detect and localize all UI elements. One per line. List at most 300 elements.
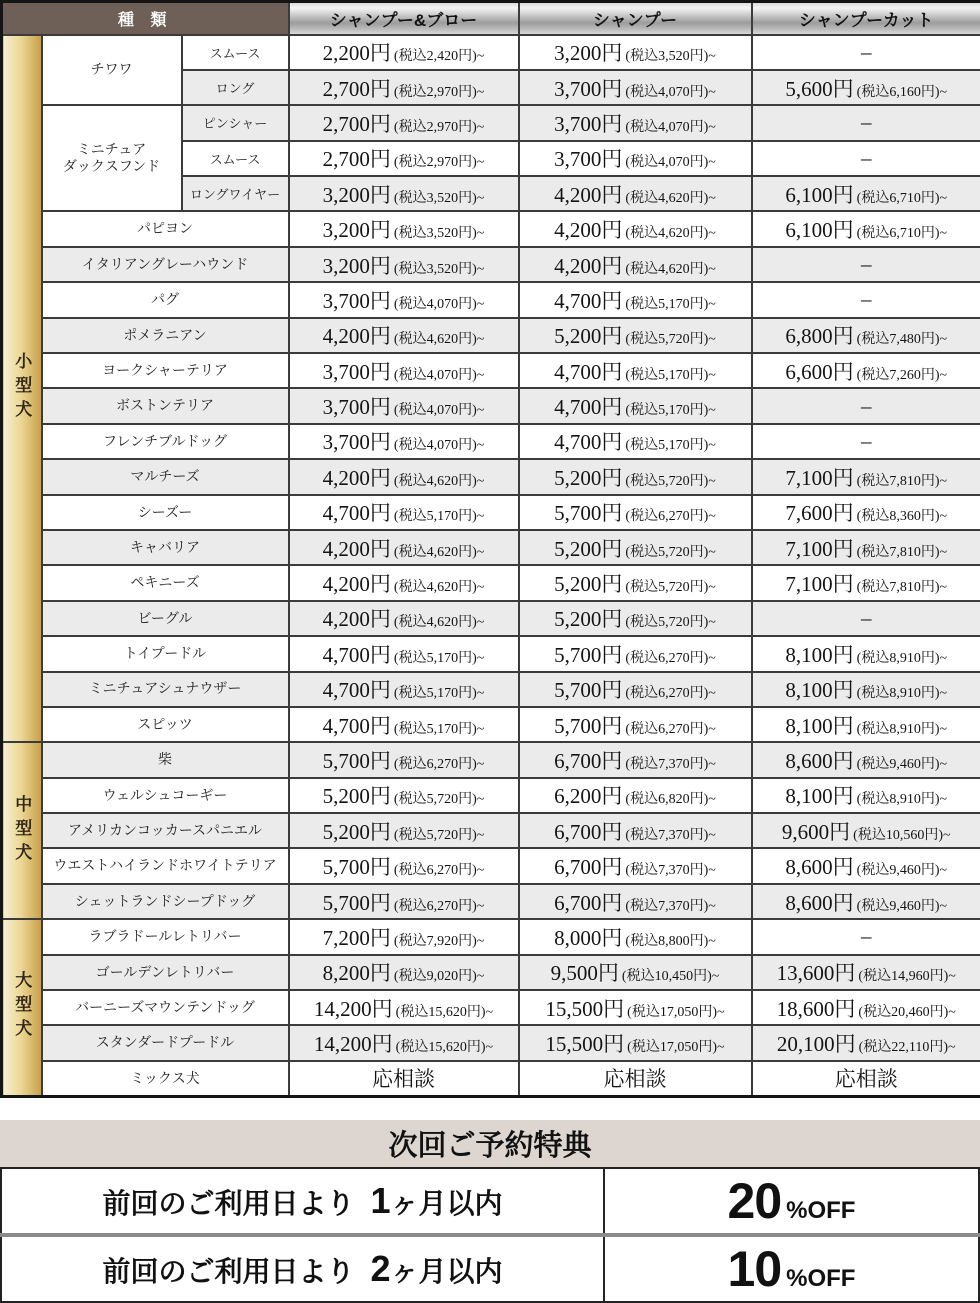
breed-cell [42, 636, 289, 671]
price-tax-note: (税込4,070円)~ [625, 120, 715, 135]
price-cell [289, 530, 519, 565]
price-main: 3,700円 [323, 289, 391, 313]
price-main: – [861, 110, 872, 134]
breed-name: ヨークシャーテリア [43, 362, 288, 380]
price-tax-note: (税込8,360円)~ [857, 509, 947, 524]
price-tax-note: (税込6,270円)~ [625, 651, 715, 666]
price-cell [519, 742, 752, 777]
price-tax-note: (税込6,270円)~ [625, 722, 715, 737]
price-tax-note: (税込5,170円)~ [625, 297, 715, 312]
price-cell [289, 35, 519, 70]
table-row [2, 211, 980, 246]
price-main: 6,100円 [785, 183, 853, 207]
price-main: 6,700円 [554, 749, 622, 773]
price-main: 2,700円 [323, 112, 391, 136]
price-tax-note: (税込4,620円)~ [394, 545, 484, 560]
price-main: 6,800円 [785, 324, 853, 348]
price-tax-note: (税込4,070円)~ [394, 297, 484, 312]
price-main: – [861, 146, 872, 170]
price-main: 5,200円 [554, 607, 622, 631]
table-row [2, 601, 980, 636]
price-cell [289, 672, 519, 707]
price-main: 15,500円 [545, 1032, 624, 1056]
price-cell [752, 141, 980, 176]
price-tax-note: (税込5,720円)~ [394, 792, 484, 807]
price-cell [289, 990, 519, 1025]
price-cell [289, 601, 519, 636]
price-cell [519, 530, 752, 565]
breed-cell [42, 742, 289, 777]
price-tax-note: (税込15,620円)~ [396, 1040, 493, 1055]
breed-cell [42, 211, 289, 246]
price-main: 8,100円 [785, 784, 853, 808]
benefit-discount-value: 10 [728, 1241, 782, 1297]
price-tax-note: (税込6,710円)~ [857, 226, 947, 241]
price-cell [752, 459, 980, 494]
price-main: 4,700円 [323, 643, 391, 667]
price-tax-note: (税込4,620円)~ [625, 226, 715, 241]
benefit-discount-unit: %OFF [786, 1265, 855, 1292]
dog-size-group-label: 大型犬 [13, 971, 30, 1043]
price-main: 4,700円 [554, 289, 622, 313]
price-tax-note: (税込2,970円)~ [394, 155, 484, 170]
price-main: 3,700円 [323, 395, 391, 419]
breed-cell [42, 565, 289, 600]
price-cell [752, 282, 980, 317]
price-tax-note: (税込5,720円)~ [394, 828, 484, 843]
breed-cell [42, 955, 289, 990]
table-row [2, 318, 980, 353]
breed-name: ウエストハイランドホワイトテリア [43, 857, 288, 875]
price-main: 5,200円 [554, 324, 622, 348]
price-cell [289, 424, 519, 459]
price-cell [289, 636, 519, 671]
price-tax-note: (税込5,170円)~ [394, 651, 484, 666]
price-cell [752, 105, 980, 140]
price-main: 7,200円 [323, 926, 391, 950]
price-cell [519, 318, 752, 353]
breed-name: ペキニーズ [43, 574, 288, 592]
price-cell [752, 1025, 980, 1060]
price-cell [519, 1025, 752, 1060]
price-cell [752, 565, 980, 600]
price-main: 3,700円 [554, 147, 622, 171]
price-main: 6,700円 [554, 891, 622, 915]
breed-name: ビーグル [43, 610, 288, 628]
breed-cell [42, 247, 289, 282]
price-tax-note: (税込2,970円)~ [394, 120, 484, 135]
benefit-condition-cell [1, 1235, 604, 1302]
breed-name: パピヨン [43, 220, 288, 238]
price-tax-note: (税込3,520円)~ [625, 49, 715, 64]
price-tax-note: (税込6,160円)~ [857, 85, 947, 100]
price-main: 14,200円 [314, 997, 393, 1021]
price-main: – [861, 252, 872, 276]
price-tax-note: (税込8,910円)~ [857, 722, 947, 737]
price-main: 7,100円 [785, 466, 853, 490]
price-tax-note: (税込5,170円)~ [394, 686, 484, 701]
price-tax-note: (税込10,450円)~ [622, 969, 719, 984]
breed-name: ボストンテリア [43, 397, 288, 415]
price-cell [519, 282, 752, 317]
price-main: 8,100円 [785, 643, 853, 667]
breed-cell [42, 848, 289, 883]
price-main: 3,700円 [554, 77, 622, 101]
price-tax-note: (税込4,620円)~ [394, 615, 484, 630]
benefit-discount-value: 20 [728, 1173, 782, 1229]
price-main: 3,700円 [323, 360, 391, 384]
price-cell [289, 778, 519, 813]
price-main: 6,100円 [785, 218, 853, 242]
price-main: 応相談 [835, 1067, 898, 1091]
price-cell [519, 247, 752, 282]
benefit-discount-cell [604, 1235, 979, 1302]
price-tax-note: (税込9,460円)~ [857, 863, 947, 878]
price-main: 3,200円 [323, 218, 391, 242]
price-tax-note: (税込3,520円)~ [394, 262, 484, 277]
breed-cell [42, 495, 289, 530]
price-tax-note: (税込8,910円)~ [857, 686, 947, 701]
price-main: 7,600円 [785, 501, 853, 525]
price-main: 2,200円 [323, 41, 391, 65]
price-tax-note: (税込6,270円)~ [394, 899, 484, 914]
breed-name: イタリアングレーハウンド [43, 256, 288, 274]
price-tax-note: (税込15,620円)~ [396, 1005, 493, 1020]
benefit-discount-cell [604, 1168, 979, 1235]
breed-cell [42, 1061, 289, 1096]
breed-cell [42, 1025, 289, 1060]
price-tax-note: (税込5,720円)~ [625, 332, 715, 347]
table-row [2, 636, 980, 671]
breed-name: フレンチブルドッグ [43, 433, 288, 451]
breed-name: チワワ [43, 61, 181, 79]
price-tax-note: (税込4,620円)~ [625, 191, 715, 206]
benefit-period-number: 1 [370, 1180, 390, 1221]
price-cell [752, 601, 980, 636]
price-cell [519, 141, 752, 176]
price-main: 4,200円 [323, 466, 391, 490]
breed-name: ポメラニアン [43, 327, 288, 345]
breed-cell [42, 707, 289, 742]
price-cell [519, 105, 752, 140]
price-cell [289, 955, 519, 990]
table-row [2, 424, 980, 459]
price-tax-note: (税込9,460円)~ [857, 899, 947, 914]
price-tax-note: (税込7,370円)~ [625, 863, 715, 878]
price-main: 5,700円 [554, 678, 622, 702]
price-tax-note: (税込5,170円)~ [394, 722, 484, 737]
coat-variant-cell: スムース [182, 35, 289, 70]
price-cell [519, 1061, 752, 1096]
price-cell [752, 70, 980, 105]
price-cell [752, 211, 980, 246]
price-tax-note: (税込7,370円)~ [625, 828, 715, 843]
price-main: 4,700円 [323, 714, 391, 738]
breed-name: 柴 [43, 751, 288, 769]
price-main: 5,200円 [554, 572, 622, 596]
price-tax-note: (税込8,910円)~ [857, 651, 947, 666]
benefit-period-label: ヶ月以内 [391, 1256, 503, 1287]
benefit-condition-cell [1, 1168, 604, 1235]
breed-name: トイプードル [43, 645, 288, 663]
price-main: 5,700円 [323, 749, 391, 773]
price-main: 9,500円 [551, 961, 619, 985]
price-cell [289, 211, 519, 246]
price-tax-note: (税込20,460円)~ [858, 1005, 955, 1020]
price-main: – [861, 40, 872, 64]
breed-cell [42, 282, 289, 317]
price-tax-note: (税込5,720円)~ [625, 474, 715, 489]
price-cell [519, 565, 752, 600]
price-main: 6,600円 [785, 360, 853, 384]
price-cell [289, 813, 519, 848]
breed-cell [42, 35, 182, 106]
price-tax-note: (税込9,020円)~ [394, 969, 484, 984]
price-main: 4,200円 [323, 607, 391, 631]
price-main: 3,200円 [554, 41, 622, 65]
price-main: 2,700円 [323, 77, 391, 101]
table-header-row [2, 2, 980, 35]
price-cell [752, 636, 980, 671]
benefit-condition-text: 前回のご利用日より [102, 1188, 354, 1219]
price-cell [752, 530, 980, 565]
price-cell [752, 742, 980, 777]
price-main: 4,200円 [554, 183, 622, 207]
price-main: 4,200円 [323, 324, 391, 348]
price-main: 4,200円 [323, 572, 391, 596]
price-cell [289, 565, 519, 600]
table-row [2, 884, 980, 919]
price-cell [519, 176, 752, 211]
price-cell [289, 247, 519, 282]
price-cell [289, 848, 519, 883]
table-row [2, 848, 980, 883]
price-tax-note: (税込7,920円)~ [394, 934, 484, 949]
benefit-period-number: 2 [370, 1248, 390, 1289]
price-cell [289, 318, 519, 353]
price-cell [519, 459, 752, 494]
price-tax-note: (税込22,110円)~ [859, 1040, 956, 1055]
price-tax-note: (税込17,050円)~ [627, 1040, 724, 1055]
price-cell [289, 70, 519, 105]
price-main: 3,700円 [554, 112, 622, 136]
benefit-section [0, 1120, 980, 1303]
price-main: 8,600円 [785, 749, 853, 773]
price-tax-note: (税込6,270円)~ [625, 509, 715, 524]
price-main: 15,500円 [545, 997, 624, 1021]
breed-cell [42, 459, 289, 494]
table-row [2, 955, 980, 990]
price-main: 4,700円 [323, 678, 391, 702]
price-cell [752, 919, 980, 954]
price-cell [752, 955, 980, 990]
coat-variant-cell: ピンシャー [182, 105, 289, 140]
breed-cell [42, 353, 289, 388]
price-cell [519, 424, 752, 459]
dog-size-group-cell [2, 742, 42, 919]
price-tax-note: (税込7,810円)~ [857, 580, 947, 595]
column-header-type: 種 類 [2, 2, 289, 35]
price-main: 4,200円 [554, 218, 622, 242]
price-cell [752, 424, 980, 459]
table-row [2, 672, 980, 707]
price-tax-note: (税込4,070円)~ [394, 438, 484, 453]
price-main: 5,600円 [785, 77, 853, 101]
breed-cell [42, 105, 182, 211]
price-cell [519, 884, 752, 919]
price-tax-note: (税込4,620円)~ [394, 580, 484, 595]
table-row [2, 565, 980, 600]
breed-name: パグ [43, 291, 288, 309]
table-row [2, 813, 980, 848]
price-main: 6,700円 [554, 820, 622, 844]
price-tax-note: (税込3,520円)~ [394, 226, 484, 241]
price-tax-note: (税込5,170円)~ [625, 438, 715, 453]
table-row [2, 282, 980, 317]
table-row [2, 495, 980, 530]
price-cell [519, 388, 752, 423]
price-tax-note: (税込5,170円)~ [394, 509, 484, 524]
price-main: 5,200円 [323, 784, 391, 808]
breed-name: ミニチュア [43, 141, 181, 159]
coat-variant-cell: スムース [182, 141, 289, 176]
price-cell [752, 848, 980, 883]
price-main: 4,700円 [554, 430, 622, 454]
table-row [2, 247, 980, 282]
table-row [2, 105, 980, 140]
table-row [2, 778, 980, 813]
price-main: 8,600円 [785, 855, 853, 879]
price-cell [289, 388, 519, 423]
price-cell [519, 70, 752, 105]
breed-cell [42, 778, 289, 813]
price-tax-note: (税込2,420円)~ [394, 49, 484, 64]
price-tax-note: (税込8,800円)~ [625, 934, 715, 949]
price-tax-note: (税込17,050円)~ [627, 1005, 724, 1020]
benefit-title: 次回ご予約特典 [0, 1120, 980, 1167]
breed-name: ミニチュアシュナウザー [43, 680, 288, 698]
price-cell [289, 1061, 519, 1096]
price-main: – [861, 606, 872, 630]
price-main: 3,200円 [323, 254, 391, 278]
price-main: 7,100円 [785, 572, 853, 596]
table-row [2, 388, 980, 423]
table-row [2, 707, 980, 742]
price-cell [752, 1061, 980, 1096]
price-cell [752, 778, 980, 813]
benefit-table [0, 1167, 980, 1303]
breed-cell [42, 388, 289, 423]
price-cell [752, 813, 980, 848]
price-cell [289, 884, 519, 919]
price-main: 8,600円 [785, 891, 853, 915]
price-cell [752, 353, 980, 388]
breed-name: ミックス犬 [43, 1070, 288, 1088]
breed-cell [42, 919, 289, 954]
price-cell [519, 495, 752, 530]
breed-name: アメリカンコッカースパニエル [43, 822, 288, 840]
price-cell [752, 247, 980, 282]
price-tax-note: (税込7,480円)~ [857, 332, 947, 347]
breed-name: ラブラドールレトリバー [43, 928, 288, 946]
dog-size-group-label: 中型犬 [13, 795, 30, 867]
price-main: 4,700円 [554, 360, 622, 384]
benefit-row [1, 1235, 979, 1302]
price-main: – [861, 924, 872, 948]
price-main: 応相談 [604, 1067, 667, 1091]
price-cell [519, 672, 752, 707]
price-cell [289, 459, 519, 494]
table-row [2, 353, 980, 388]
price-tax-note: (税込7,260円)~ [857, 368, 947, 383]
price-main: 7,100円 [785, 537, 853, 561]
price-tax-note: (税込10,560円)~ [853, 828, 950, 843]
price-main: 3,700円 [323, 430, 391, 454]
price-cell [289, 742, 519, 777]
price-main: 6,700円 [554, 855, 622, 879]
breed-cell [42, 884, 289, 919]
price-tax-note: (税込7,370円)~ [625, 757, 715, 772]
price-cell [519, 848, 752, 883]
price-cell [519, 35, 752, 70]
breed-name: キャバリア [43, 539, 288, 557]
price-main: 5,700円 [554, 501, 622, 525]
price-main: 5,200円 [323, 820, 391, 844]
table-row [2, 919, 980, 954]
price-cell [752, 176, 980, 211]
breed-cell [42, 530, 289, 565]
price-cell [752, 884, 980, 919]
price-main: 18,600円 [777, 997, 856, 1021]
price-main: 14,200円 [314, 1032, 393, 1056]
benefit-discount-unit: %OFF [786, 1197, 855, 1224]
price-cell [519, 778, 752, 813]
price-cell [289, 141, 519, 176]
price-main: – [861, 394, 872, 418]
price-main: 5,700円 [323, 891, 391, 915]
price-cell [752, 388, 980, 423]
breed-cell [42, 424, 289, 459]
price-main: 4,200円 [554, 254, 622, 278]
price-main: 8,200円 [323, 961, 391, 985]
price-main: 4,700円 [554, 395, 622, 419]
price-main: 8,100円 [785, 678, 853, 702]
price-cell [519, 636, 752, 671]
breed-cell [42, 672, 289, 707]
price-cell [752, 495, 980, 530]
price-cell [289, 495, 519, 530]
price-cell [289, 1025, 519, 1060]
price-main: 4,200円 [323, 537, 391, 561]
price-tax-note: (税込4,070円)~ [625, 85, 715, 100]
price-tax-note: (税込6,270円)~ [394, 863, 484, 878]
price-tax-note: (税込5,170円)~ [625, 368, 715, 383]
price-main: – [861, 429, 872, 453]
price-main: 20,100円 [777, 1032, 856, 1056]
price-tax-note: (税込4,070円)~ [394, 403, 484, 418]
price-cell [519, 211, 752, 246]
price-cell [519, 353, 752, 388]
price-cell [519, 601, 752, 636]
column-header-shampoo: シャンプー [519, 2, 752, 35]
price-cell [752, 990, 980, 1025]
breed-name: マルチーズ [43, 468, 288, 486]
coat-variant-cell: ロングワイヤー [182, 176, 289, 211]
price-main: 4,700円 [323, 501, 391, 525]
breed-name: スタンダードプードル [43, 1034, 288, 1052]
price-cell [289, 105, 519, 140]
benefit-row [1, 1168, 979, 1235]
